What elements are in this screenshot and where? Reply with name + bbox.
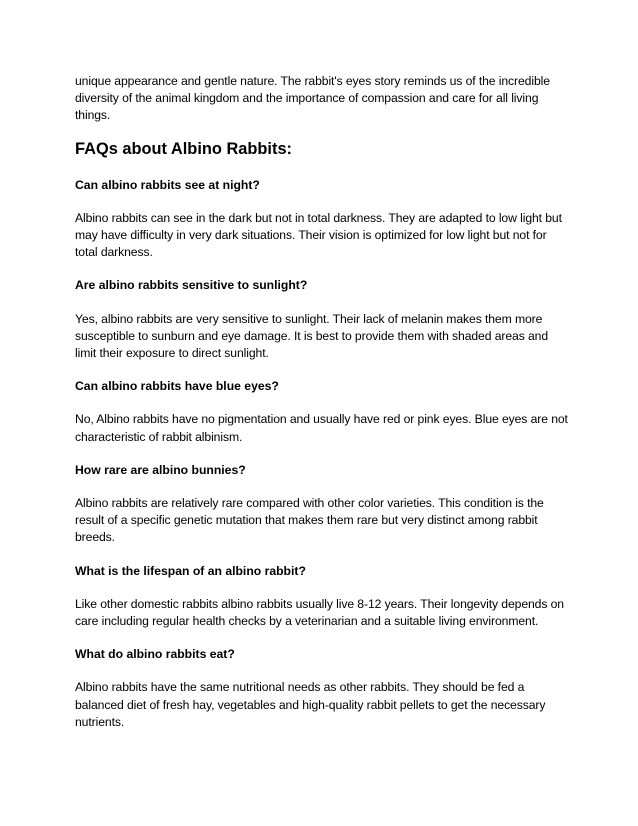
faq-question: Can albino rabbits see at night? [75, 177, 260, 192]
faq-item [75, 277, 570, 362]
faq-item [75, 177, 570, 262]
intro-paragraph: unique appearance and gentle nature. The rabbit's eyes story reminds us of the incredible diversity of the animal kingdom and the importance of compassion and care for all living things. [75, 74, 550, 123]
faq-question: How rare are albino bunnies? [75, 462, 246, 477]
faq-question: Are albino rabbits sensitive to sunlight? [75, 278, 308, 293]
faq-question: What is the lifespan of an albino rabbit? [75, 563, 306, 578]
faq-answer: Like other domestic rabbits albino rabbits usually live 8-12 years. Their longevity depends on care including regular health checks by a veterinarian and a suitable living environment. [75, 596, 564, 629]
faq-item [75, 563, 570, 631]
faq-answer: Albino rabbits have the same nutritional needs as other rabbits. They should be fed a balanced diet of fresh hay, vegetables and high-quality rabbit pellets to get the necessary nutrients. [75, 680, 546, 729]
faq-heading: FAQs about Albino Rabbits: [75, 139, 293, 158]
faq-answer: No, Albino rabbits have no pigmentation and usually have red or pink eyes. Blue eyes are not characteristic of rabbit albinism. [75, 412, 568, 444]
faq-answer: Yes, albino rabbits are very sensitive to sunlight. Their lack of melanin makes them more susceptible to sunburn and eye damage. It is best to provide them with shaded areas and limit their exposure to direct sunlight. [75, 311, 549, 361]
faq-question: What do albino rabbits eat? [75, 647, 235, 662]
faq-answer: Albino rabbits can see in the dark but not in total darkness. They are adapted to low light but may have difficulty in very dark situations. Their vision is optimized for low light but not for total darkness. [75, 210, 562, 260]
faq-item [75, 462, 570, 547]
faq-item [75, 378, 570, 446]
faq-answer: Albino rabbits are relatively rare compared with other color varieties. This condition is the result of a specific genetic mutation that makes them rare but very distinct among rabbit breeds. [75, 496, 544, 545]
faq-item [75, 646, 570, 731]
document-body [75, 73, 570, 747]
faq-question: Can albino rabbits have blue eyes? [75, 379, 279, 394]
